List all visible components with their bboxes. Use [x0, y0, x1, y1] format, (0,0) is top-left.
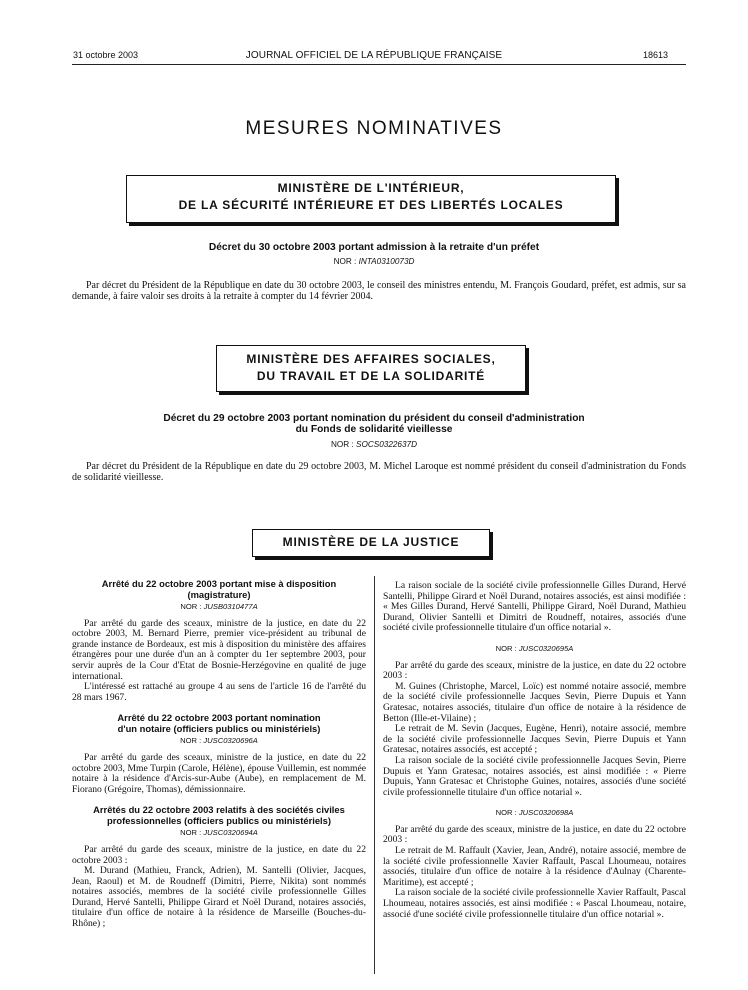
arrete-title: Arrêté du 22 octobre 2003 portant mise à disposition: [101, 578, 337, 589]
decree-title: Décret du 30 octobre 2003 portant admission à la retraite d'un préfet: [208, 242, 540, 253]
nor-reference: NOR : INTA0310073D: [333, 257, 415, 266]
arrete-paragraph: Par arrêté du garde des sceaux, ministre de la justice, en date du 22 octobre 2003, Mme Turpin (Carole, Hélène), épouse Vuillemin, est nommée notaire à la résidence d'Arcis-sur-Aube (Aube), en remplacement de M. Fiorano (Grégoire, Thomas), démissionnaire.: [72, 751, 366, 795]
nor-reference: NOR : JUSC0320698A: [495, 808, 574, 818]
header-journal-title: JOURNAL OFFICIEL DE LA RÉPUBLIQUE FRANÇAISE: [245, 50, 503, 61]
arrete-title: Arrêté du 22 octobre 2003 portant nomination: [117, 712, 321, 724]
header-date: 31 octobre 2003: [73, 50, 139, 60]
nor-reference: NOR : JUSB0310477A: [180, 602, 258, 611]
ministry-line: DE LA SÉCURITÉ INTÉRIEURE ET DES LIBERTÉS LOCALES: [178, 198, 564, 212]
ministry-line: DU TRAVAIL ET DE LA SOLIDARITÉ: [256, 369, 486, 383]
ministry-box-affaires-sociales: [216, 345, 526, 392]
arrete-paragraph: Par arrêté du garde des sceaux, ministre de la justice, en date du 22 octobre 2003 :: [383, 659, 686, 682]
arrete-paragraph: Par arrêté du garde des sceaux, ministre de la justice, en date du 22 octobre 2003 :: [72, 843, 366, 866]
column-divider: [374, 576, 375, 974]
decree-title: du Fonds de solidarité vieillesse: [295, 424, 453, 435]
arrete-paragraph: L'intéressé est rattaché au groupe 4 au sens de l'article 16 de l'arrêté du 28 mars 1967.: [72, 681, 366, 703]
ministry-line: MINISTÈRE DE L'INTÉRIEUR,: [277, 181, 465, 195]
nor-reference: NOR : JUSC0320696A: [180, 736, 258, 746]
ministry-line: MINISTÈRE DE LA JUSTICE: [282, 535, 460, 549]
nor-reference: NOR : SOCS0322637D: [330, 440, 418, 449]
arrete-paragraph: Par arrêté du garde des sceaux, ministre de la justice, en date du 22 octobre 2003 :: [383, 823, 686, 846]
nor-reference: NOR : JUSC0320695A: [495, 643, 574, 653]
arrete-title: d'un notaire (officiers publics ou ministériels): [117, 722, 321, 734]
header-rule: [72, 64, 686, 65]
arrete-paragraph: La raison sociale de la société civile professionnelle Jacques Sevin, Pierre Dupuis et Yann Gratesac, notaires associés, est ainsi modifiée : « Pierre Dupuis, Yann Gratesac et Christophe Guines, notaires, associés d'une société civile professionnelle titulaire d'un office notarial ».: [383, 754, 686, 798]
arrete-paragraph: La raison sociale de la société civile professionnelle Xavier Raffault, Pascal Lhoumeau, notaires associés, est ainsi modifiée : « Pascal Lhoumeau, notaire, associé d'une société civile professionnelle titulaire d'un office notarial ».: [383, 887, 686, 920]
ministry-box-interieur: [126, 175, 616, 223]
justice-right-column: [383, 581, 686, 920]
decree-text: Par décret du Président de la République en date du 30 octobre 2003, le conseil des ministres entendu, M. François Goudard, préfet, est admis, sur sa demande, à faire valoir ses droits à la retraite à compter du 14 février 2004.: [72, 280, 686, 302]
arrete-title: Arrêtés du 22 octobre 2003 relatifs à des sociétés civiles: [93, 804, 345, 816]
arrete-paragraph: M. Durand (Mathieu, Franck, Adrien), M. Santelli (Olivier, Jacques, Jean, Raoul) et M. de Roudneff (Dimitri, Pierre, Nikita) sont nommés notaires associés, membres de la société civile professionnelle Gilles Durand, Hervé Santelli, Philippe Girard et Noël Durand, notaires associés, titulaire d'un office de notaire à la résidence de Marseille (Bouches-du-Rhône) ;: [72, 865, 366, 930]
arrete-paragraph: La raison sociale de la société civile professionnelle Gilles Durand, Hervé Santelli, Philippe Girard et Noël Durand, notaires associés, est ainsi modifiée : « Mes Gilles Durand, Hervé Santelli, Philippe Girard, Noël Durand, Mathieu Durand, Olivier Santelli et Dimitri de Roudneff, notaires, associés d'une société civile professionnelle titulaire d'un office notarial ».: [383, 580, 686, 634]
arrete-paragraph: Par arrêté du garde des sceaux, ministre de la justice, en date du 22 octobre 2003, M. Bernard Pierre, premier vice-président au tribunal de grande instance de Bordeaux, est mis à disposition du ministère des affaires étrangères pour une durée d'un an à compter du 1er septembre 2003, pour servir auprès de la Cour d'Etat de Bosnie-Herzégovine en qualité de juge international.: [72, 617, 366, 682]
decree-title: Décret du 29 octobre 2003 portant nomination du président du conseil d'administration: [163, 413, 585, 424]
ministry-line: MINISTÈRE DES AFFAIRES SOCIALES,: [246, 352, 496, 366]
justice-left-column: [72, 579, 366, 930]
arrete-paragraph: Le retrait de M. Raffault (Xavier, Jean, André), notaire associé, membre de la société civile professionnelle Xavier Raffault, Pascal Lhoumeau, notaires associés, titulaire d'un office de notaire à la résidence d'Aulnay (Charente-Maritime), est accepté ;: [383, 845, 686, 888]
arrete-paragraph: Le retrait de M. Sevin (Jacques, Eugène, Henri), notaire associé, membre de la société civile professionnelle Jacques Sevin, Pierre Dupuis et Yann Gratesac, notaires associés, est accepté ;: [383, 723, 686, 756]
nor-reference: NOR : JUSC0320694A: [180, 828, 258, 838]
arrete-title: (magistrature): [187, 588, 251, 600]
arrete-title: professionnelles (officiers publics ou ministériels): [106, 814, 331, 826]
page-title: MESURES NOMINATIVES: [245, 118, 503, 139]
arrete-paragraph: M. Guines (Christophe, Marcel, Loïc) est nommé notaire associé, membre de la société civile professionnelle Jacques Sevin, Pierre Dupuis et Yann Gratesac, notaires associés, titulaire d'un office de notaire à la résidence de Betton (Ille-et-Vilaine) ;: [383, 680, 686, 724]
ministry-box-justice: [252, 529, 490, 557]
decree-text: Par décret du Président de la République en date du 29 octobre 2003, M. Michel Laroque est nommé président du conseil d'administration du Fonds de solidarité vieillesse.: [72, 461, 686, 483]
header-page-number: 18613: [642, 50, 668, 60]
